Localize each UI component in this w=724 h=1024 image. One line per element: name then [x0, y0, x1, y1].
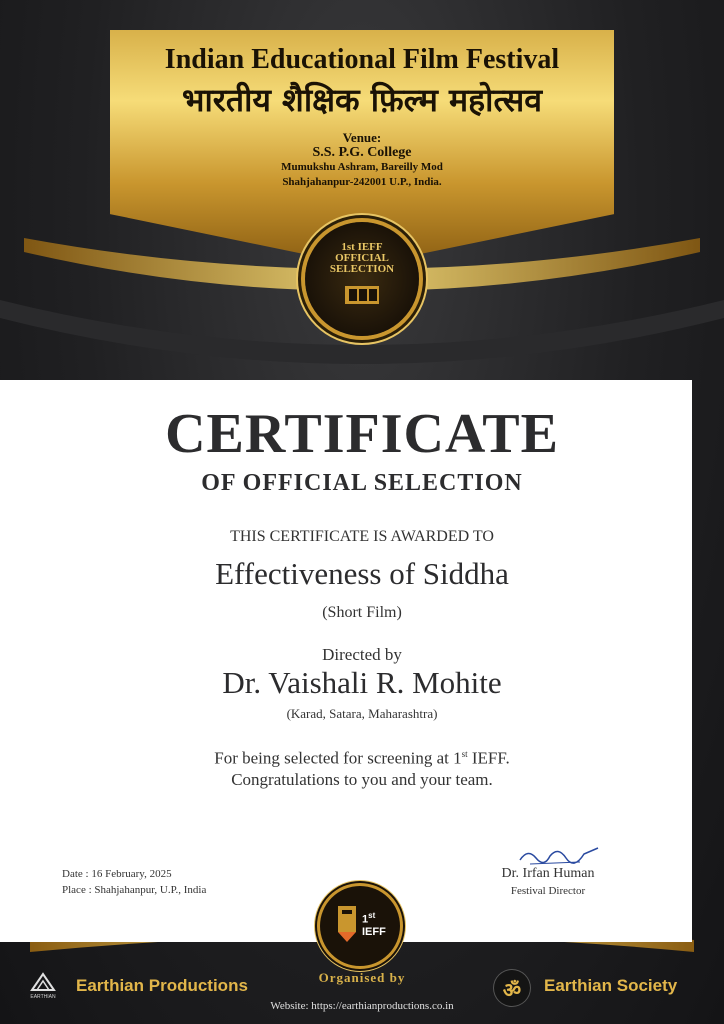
earthian-society-glyph: ॐ: [502, 978, 522, 1002]
festival-title-hindi: भारतीय शैक्षिक फ़िल्म महोत्सव: [181, 81, 543, 119]
earthian-productions-logo-icon: [30, 970, 56, 994]
message-line1-post: IEFF.: [467, 748, 510, 768]
venue-name: S.S. P.G. College: [312, 145, 412, 160]
awarded-to-text: THIS CERTIFICATE IS AWARDED TO: [230, 528, 494, 545]
message-line2: Congratulations to you and your team.: [231, 769, 493, 789]
selection-message: [0, 744, 724, 790]
message-line1-sup: st: [461, 749, 468, 759]
bottom-seal-abbr: IEFF: [362, 925, 386, 938]
issue-date: Date : 16 February, 2025: [62, 868, 172, 880]
earthian-productions-label: Earthian Productions: [76, 976, 248, 995]
website-text: Website: https://earthianproductions.co.in: [270, 1000, 454, 1012]
seal-line2: OFFICIAL: [335, 252, 389, 264]
seal-text: [305, 242, 419, 275]
message-line1-pre: For being selected for screening at 1: [214, 748, 462, 768]
bottom-seal-text: [362, 910, 386, 938]
earthian-society-label: Earthian Society: [544, 976, 678, 995]
bottom-seal-num: 1: [362, 913, 369, 926]
film-type: (Short Film): [322, 604, 402, 621]
issue-place: Place : Shahjahanpur, U.P., India: [62, 884, 207, 896]
venue-address-line2: Shahjahanpur-242001 U.P., India.: [282, 176, 442, 188]
seal-line1: 1st IEFF: [341, 241, 383, 253]
festival-title-english: Indian Educational Film Festival: [164, 44, 560, 75]
signer-role: Festival Director: [510, 885, 586, 897]
bottom-seal-sup: st: [368, 911, 376, 920]
organised-by-label: Organised by: [318, 970, 406, 985]
certificate-heading: CERTIFICATE: [165, 403, 559, 465]
venue-address-line1: Mumukshu Ashram, Bareilly Mod: [281, 161, 443, 173]
film-title: Effectiveness of Siddha: [215, 556, 509, 591]
ieff-bottom-seal: [320, 886, 400, 966]
pencil-film-icon: [334, 904, 360, 944]
message-line1: [0, 744, 724, 769]
certificate-subheading: OF OFFICIAL SELECTION: [201, 470, 523, 496]
venue-label: Venue:: [342, 130, 382, 145]
director-place: (Karad, Satara, Maharashtra): [286, 706, 438, 721]
seal-line3: SELECTION: [329, 263, 395, 275]
venue-block: [0, 130, 724, 190]
film-reel-icon: [343, 280, 381, 310]
date-place-block: [62, 866, 206, 898]
signer-name: Dr. Irfan Human: [501, 866, 595, 881]
official-selection-seal: [305, 222, 419, 336]
left-logo-caption: EARTHIAN: [30, 994, 56, 1000]
director-name: Dr. Vaishali R. Mohite: [222, 665, 502, 700]
directed-by-label: Directed by: [322, 645, 402, 664]
